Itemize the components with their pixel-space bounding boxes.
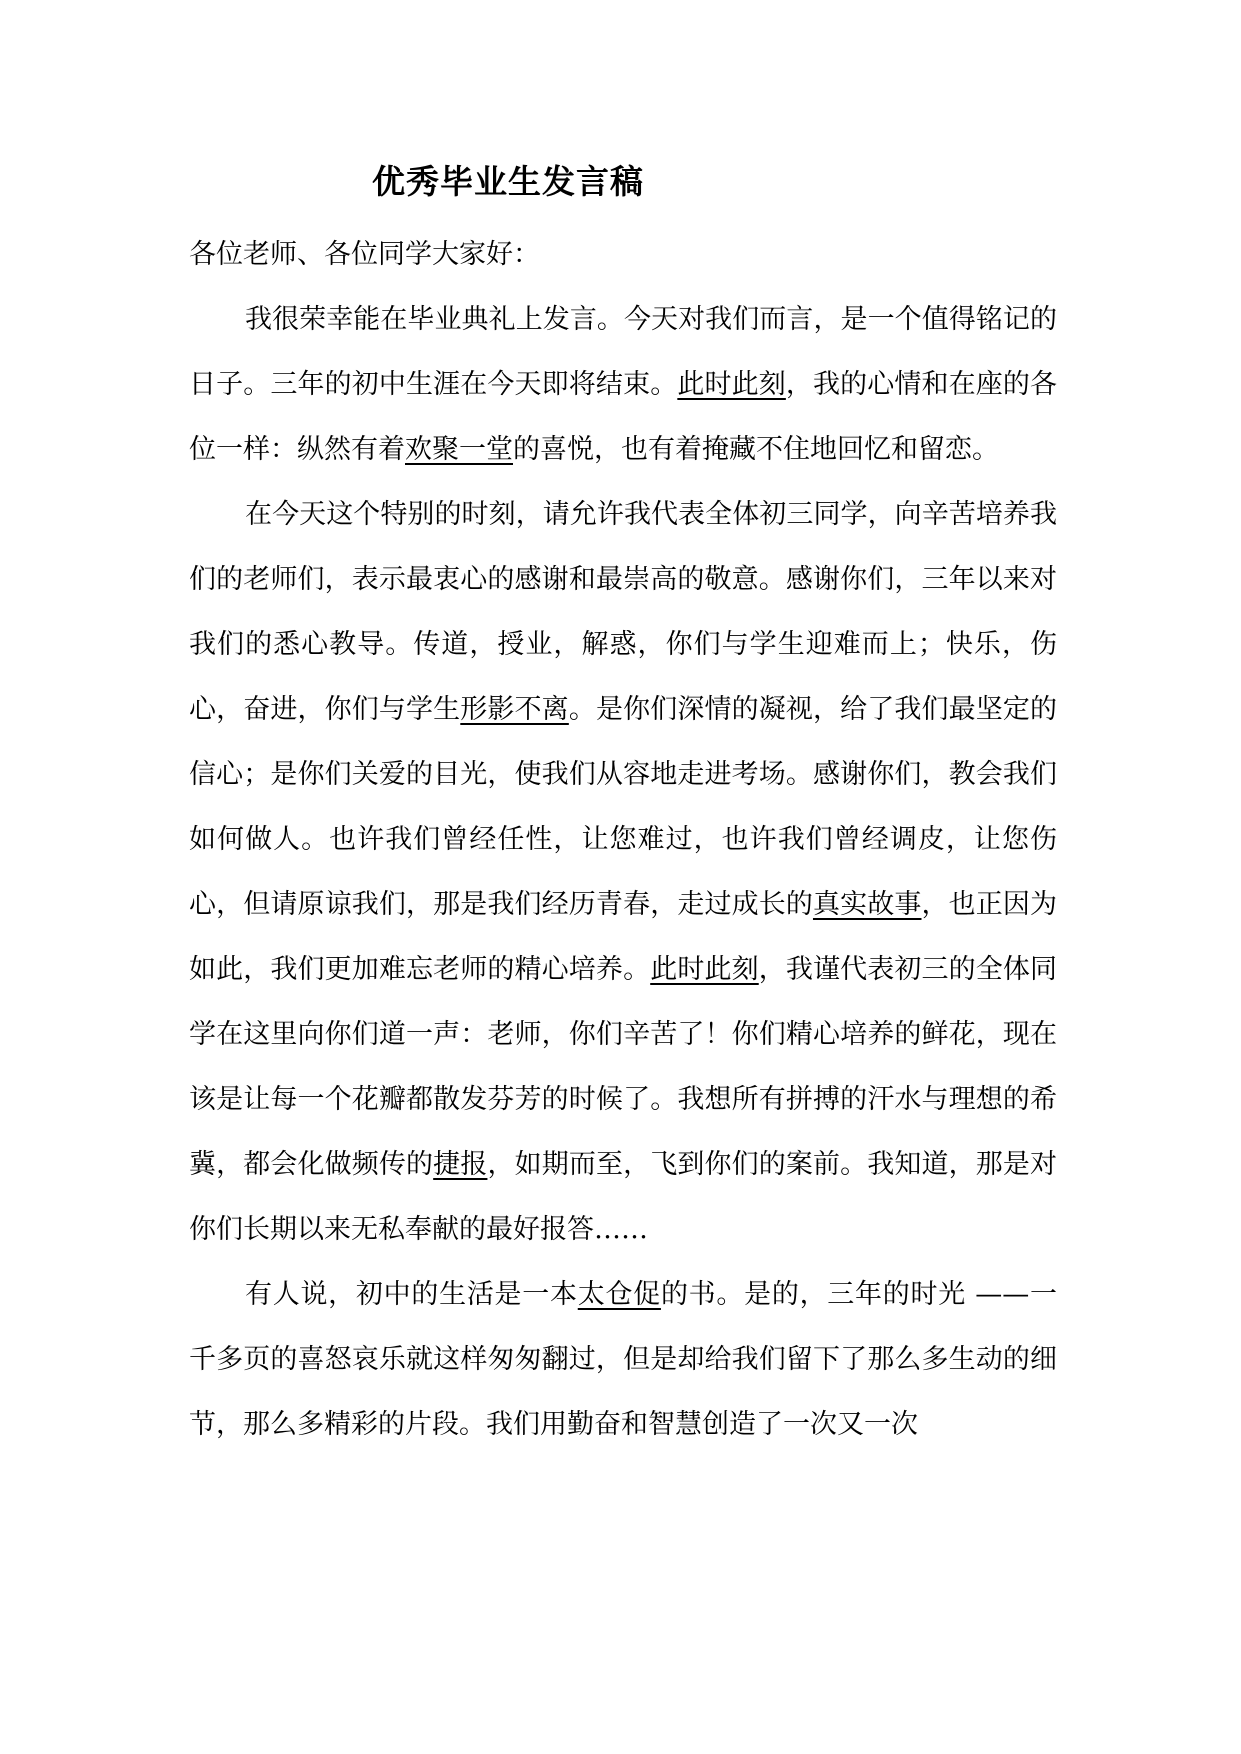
text-run: 。是你们深情的凝视，给了我们最坚定的信心；是你们关爱的目光，使我们从容地走进考场。感谢你们，教会我们如何做人。也许我们曾经任性，让您难过，也许我们曾经调皮，让您伤心，但请原谅我们，那是我们经历青春，走过成长的 xyxy=(189,694,1058,920)
paragraph xyxy=(189,1262,1057,1457)
document-title: 优秀毕业生发言稿 xyxy=(372,162,644,201)
underlined-phrase: 捷报 xyxy=(433,1149,488,1180)
text-run: ，我的心情和在座的各位一样：纵然有着 xyxy=(189,369,1058,465)
paragraph xyxy=(189,482,1057,1262)
text-run: 在今天这个特别的时刻，请允许我代表全体初三同学，向辛苦培养我们的老师们，表示最衷心的感谢和最崇高的敬意。感谢你们，三年以来对我们的悉心教导。传道，授业，解惑，你们与学生迎难而上；快乐，伤心，奋进，你们与学生 xyxy=(189,499,1057,725)
greeting-line: 各位老师、各位同学大家好： xyxy=(189,239,540,270)
paragraph xyxy=(189,287,1057,482)
underlined-phrase: 欢聚一堂 xyxy=(405,434,513,465)
underlined-phrase: 此时此刻 xyxy=(650,954,759,985)
text-run: 有人说，初中的生活是一本 xyxy=(245,1279,578,1310)
underlined-phrase: 此时此刻 xyxy=(677,369,786,400)
text-run: ，我谨代表初三的全体同学在这里向你们道一声：老师，你们辛苦了！你们精心培养的鲜花，现在该是让每一个花瓣都散发芬芳的时候了。我想所有拼搏的汗水与理想的希冀，都会化做频传的 xyxy=(189,954,1058,1180)
underlined-phrase: 真实故事 xyxy=(812,889,922,920)
text-run: 的喜悦，也有着掩藏不住地回忆和留恋。 xyxy=(513,434,999,465)
document-body xyxy=(189,222,1057,1457)
text-run: ，如期而至，飞到你们的案前。我知道，那是对你们长期以来无私奉献的最好报答…… xyxy=(189,1149,1058,1245)
text-run: 的书。是的，三年的时光 ——一千多页的喜怒哀乐就这样匆匆翻过，但是却给我们留下了那么多生动的细节，那么多精彩的片段。我们用勤奋和智慧创造了一次又一次 xyxy=(189,1279,1057,1440)
underlined-phrase: 太仓促 xyxy=(577,1279,661,1310)
text-run: ，也正因为如此，我们更加难忘老师的精心培养。 xyxy=(189,889,1058,985)
underlined-phrase: 形影不离 xyxy=(460,694,569,725)
text-run: 我很荣幸能在毕业典礼上发言。今天对我们而言，是一个值得铭记的日子。三年的初中生涯在今天即将结束。 xyxy=(189,304,1057,400)
